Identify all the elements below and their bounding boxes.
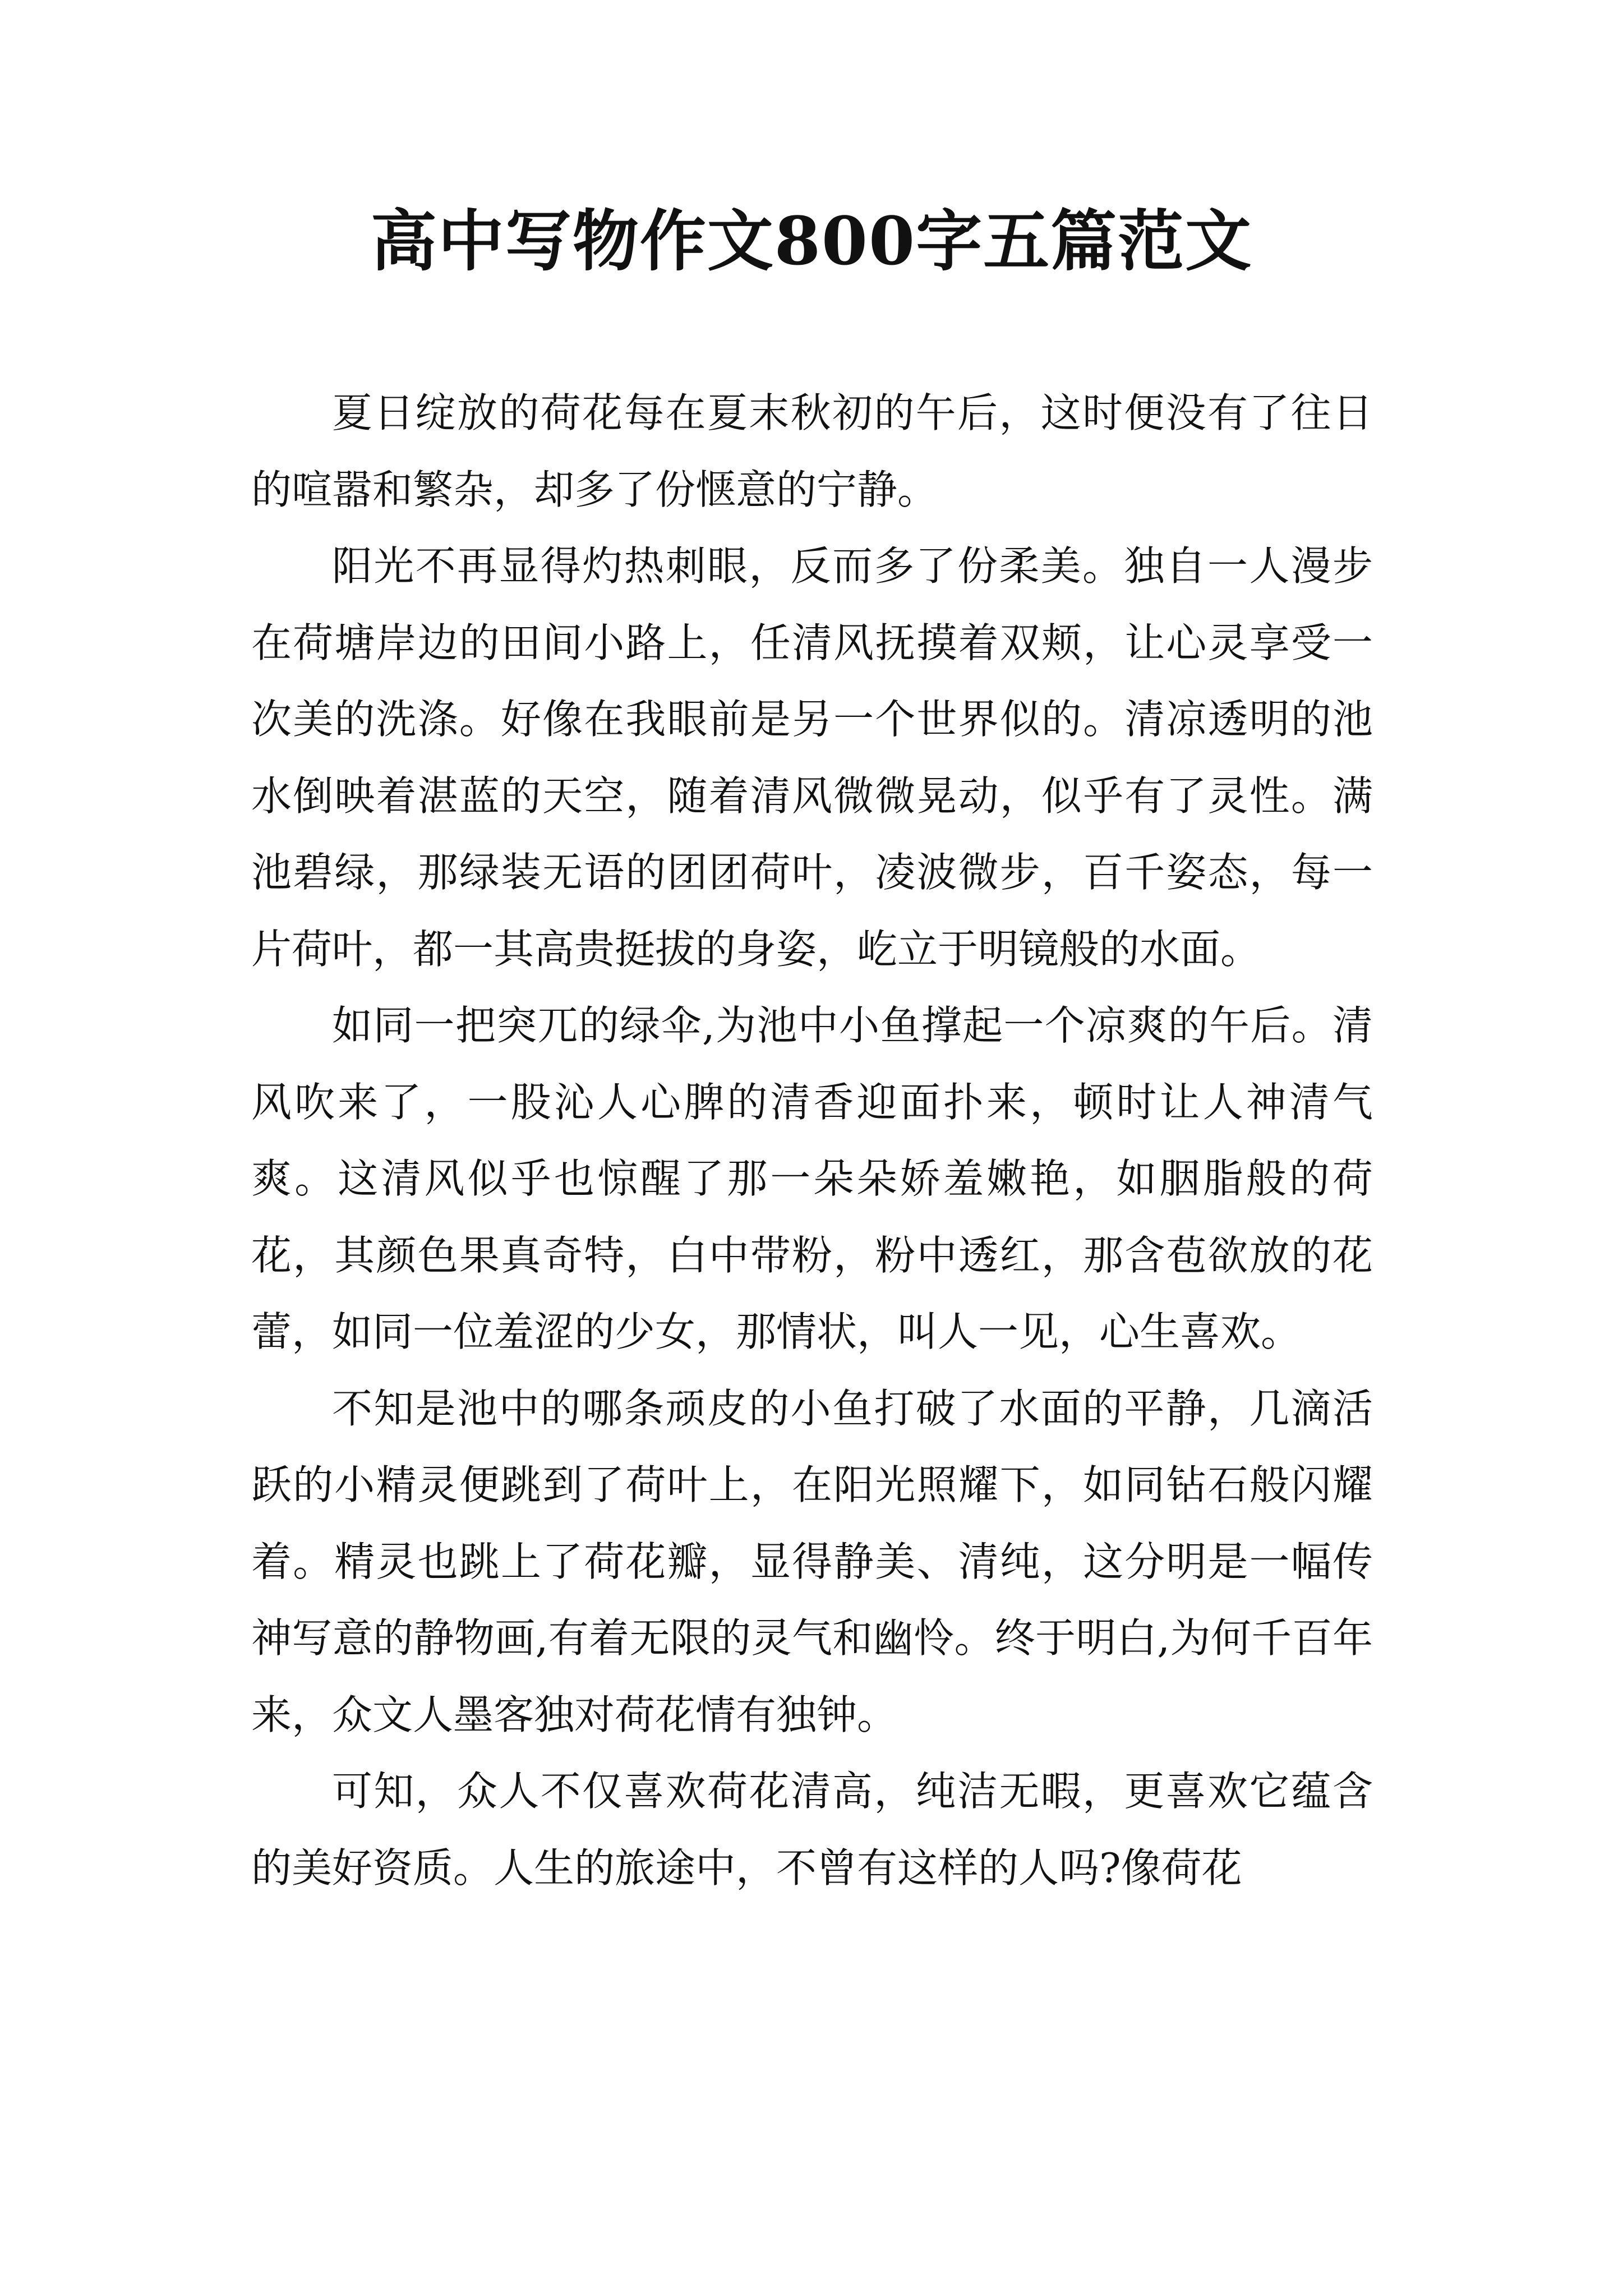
paragraph: 不知是池中的哪条顽皮的小鱼打破了水面的平静，几滴活跃的小精灵便跳到了荷叶上，在阳光照耀下，如同钻石般闪耀着。精灵也跳上了荷花瓣，显得静美、清纯，这分明是一幅传神写意的静物画,有着无限的灵气和幽怜。终于明白,为何千百年来，众文人墨客独对荷花情有独钟。	[251, 1384, 1373, 1738]
document-body	[251, 375, 1373, 1906]
paragraph: 夏日绽放的荷花每在夏末秋初的午后，这时便没有了往日的喧嚣和繁杂，却多了份惬意的宁静。	[251, 389, 1373, 513]
paragraph: 阳光不再显得灼热刺眼，反而多了份柔美。独自一人漫步在荷塘岸边的田间小路上，任清风抚摸着双颊，让心灵享受一次美的洗涤。好像在我眼前是另一个世界似的。清凉透明的池水倒映着湛蓝的天空，随着清风微微晃动，似乎有了灵性。满池碧绿，那绿装无语的团团荷叶，凌波微步，百千姿态，每一片荷叶，都一其高贵挺拔的身姿，屹立于明镜般的水面。	[251, 542, 1373, 973]
paragraph: 如同一把突兀的绿伞,为池中小鱼撑起一个凉爽的午后。清风吹来了，一股沁人心脾的清香迎面扑来，顿时让人神清气爽。这清风似乎也惊醒了那一朵朵娇羞嫩艳，如胭脂般的荷花，其颜色果真奇特，白中带粉，粉中透红，那含苞欲放的花蕾，如同一位羞涩的少女，那情状，叫人一见，心生喜欢。	[251, 1002, 1373, 1355]
paragraph: 可知，众人不仅喜欢荷花清高，纯洁无暇，更喜欢它蕴含的美好资质。人生的旅途中，不曾有这样的人吗?像荷花	[251, 1768, 1373, 1892]
document-title: 高中写物作文800字五篇范文	[370, 202, 1253, 280]
